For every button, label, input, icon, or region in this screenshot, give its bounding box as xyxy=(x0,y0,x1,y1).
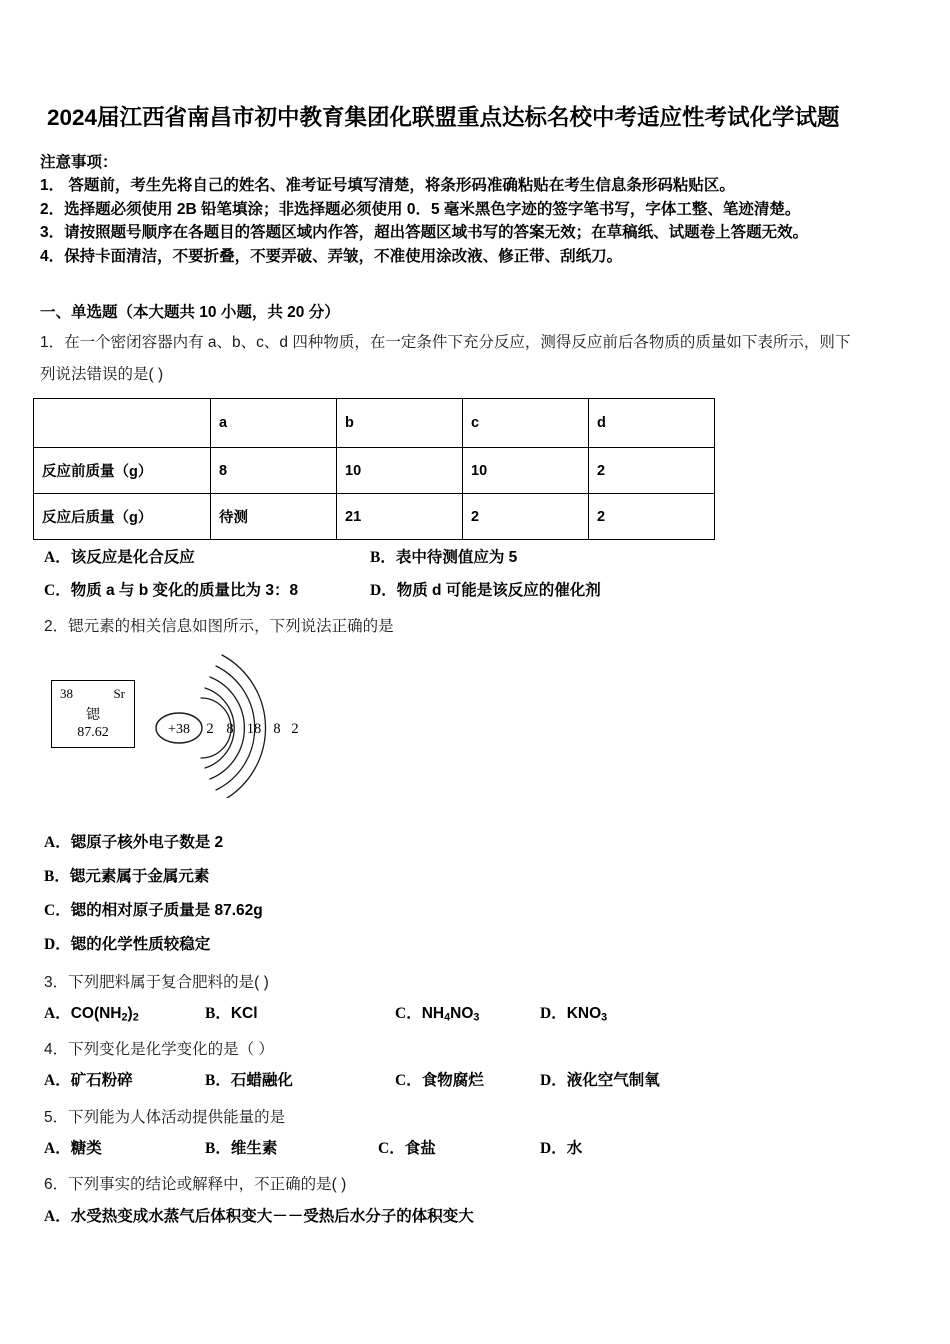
question-4-option-c-text: 食物腐烂 xyxy=(421,1072,484,1089)
question-2-option-b[interactable] xyxy=(44,864,209,886)
question-3-option-b-label: B． xyxy=(205,1005,231,1022)
question-6-option-a[interactable] xyxy=(44,1204,474,1226)
question-4-option-b-text: 石蜡融化 xyxy=(230,1072,293,1089)
notice-item-4: 4．保持卡面清洁，不要折叠，不要弄破、弄皱，不准使用涂改液、修正带、刮纸刀。 xyxy=(40,247,623,265)
question-5-option-b[interactable] xyxy=(205,1136,277,1158)
question-6-stem: 6．下列事实的结论或解释中，不正确的是( ) xyxy=(44,1176,347,1193)
question-4-stem: 4．下列变化是化学变化的是（ ） xyxy=(44,1041,274,1058)
question-1-stem-line-1: 1．在一个密闭容器内有 a、b、c、d 四种物质，在一定条件下充分反应，测得反应前后各物质的质量如下表所示，则下 xyxy=(40,334,851,351)
element-chinese-name: 锶 xyxy=(86,706,100,722)
question-2-option-b-label: B． xyxy=(44,868,70,885)
question-3-option-d[interactable] xyxy=(540,1001,607,1023)
reaction-mass-table xyxy=(33,398,715,540)
cell-before-a: 8 xyxy=(211,448,337,494)
question-5-stem: 5．下列能为人体活动提供能量的是 xyxy=(44,1109,286,1126)
question-5-option-d[interactable] xyxy=(540,1136,582,1158)
question-2-option-b-text: 锶元素属于金属元素 xyxy=(69,868,210,885)
table-row xyxy=(34,494,715,540)
question-1-option-c-label: C． xyxy=(44,582,71,599)
question-3-option-a-label: A． xyxy=(44,1005,71,1022)
table-corner-cell xyxy=(34,399,211,448)
question-1-option-b-label: B． xyxy=(370,549,396,566)
shell-count-4: 8 xyxy=(273,721,281,737)
question-2-option-a-label: A． xyxy=(44,834,71,851)
question-5-option-d-label: D． xyxy=(540,1140,567,1157)
notice-item-3: 3．请按照题号顺序在各题目的答题区域内作答，超出答题区域书写的答案无效；在草稿纸、试题卷上答题无效。 xyxy=(40,224,809,241)
question-4-option-d[interactable] xyxy=(540,1068,660,1090)
question-1-option-d-label: D． xyxy=(370,582,397,599)
cell-before-d: 2 xyxy=(589,448,715,494)
table-header-row xyxy=(34,399,715,448)
table-header-b: b xyxy=(337,399,463,448)
table-row xyxy=(34,448,715,494)
question-4-option-b-label: B． xyxy=(205,1072,231,1089)
question-1-option-a-text: 该反应是化合反应 xyxy=(70,549,195,566)
question-1-option-b-text: 表中待测值应为 5 xyxy=(395,549,518,566)
cell-after-d: 2 xyxy=(589,494,715,540)
question-3-option-c-label: C． xyxy=(395,1005,422,1022)
shell-count-1: 2 xyxy=(206,721,214,737)
cell-before-c: 10 xyxy=(463,448,589,494)
question-2-option-c-text: 锶的相对原子质量是 87.62g xyxy=(70,902,263,919)
notice-item-2: 2．选择题必须使用 2B 铅笔填涂；非选择题必须使用 0．5 毫米黑色字迹的签字笔书写，字体工整、笔迹清楚。 xyxy=(40,200,801,218)
question-5-option-a[interactable] xyxy=(44,1136,102,1158)
question-2-option-d-text: 锶的化学性质较稳定 xyxy=(70,936,211,953)
question-2-option-d[interactable] xyxy=(44,932,210,954)
question-1-stem-line-2: 列说法错误的是( ) xyxy=(40,366,164,383)
question-6-option-a-label: A． xyxy=(44,1208,71,1225)
element-info-box xyxy=(51,680,135,748)
row-label-after: 反应后质量（g） xyxy=(34,494,211,540)
question-5-option-c-label: C． xyxy=(378,1140,405,1157)
question-6-option-a-text: 水受热变成水蒸气后体积变大－－受热后水分子的体积变大 xyxy=(70,1208,474,1225)
question-5-option-c-text: 食盐 xyxy=(404,1140,436,1157)
table-header-d: d xyxy=(589,399,715,448)
shell-count-2: 8 xyxy=(226,721,234,737)
element-symbol: Sr xyxy=(113,686,125,701)
question-2-option-c-label: C． xyxy=(44,902,71,919)
question-1-option-c[interactable] xyxy=(44,578,298,600)
cell-after-c: 2 xyxy=(463,494,589,540)
question-1-option-b[interactable] xyxy=(370,545,517,567)
question-3-option-a[interactable] xyxy=(44,1001,139,1023)
question-5-option-a-label: A． xyxy=(44,1140,71,1157)
question-2-stem: 2．锶元素的相关信息如图所示，下列说法正确的是 xyxy=(44,618,394,635)
question-1-option-a[interactable] xyxy=(44,545,195,567)
table-header-a: a xyxy=(211,399,337,448)
table-header-c: c xyxy=(463,399,589,448)
row-label-before: 反应前质量（g） xyxy=(34,448,211,494)
cell-before-b: 10 xyxy=(337,448,463,494)
question-3-option-a-text: $CO(NH_2)_2$ xyxy=(70,1005,139,1024)
question-4-option-a-label: A． xyxy=(44,1072,71,1089)
question-3-option-b-text: KCl xyxy=(230,1005,258,1022)
question-5-option-d-text: 水 xyxy=(566,1140,583,1157)
question-5-option-b-text: 维生素 xyxy=(230,1140,278,1157)
question-5-option-b-label: B． xyxy=(205,1140,231,1157)
shell-count-3: 18 xyxy=(246,721,262,737)
cell-after-b: 21 xyxy=(337,494,463,540)
question-3-option-b[interactable] xyxy=(205,1001,258,1023)
question-3-stem: 3．下列肥料属于复合肥料的是( ) xyxy=(44,974,269,991)
atom-shell-diagram-icon xyxy=(155,648,345,798)
question-2-option-c[interactable] xyxy=(44,898,263,920)
question-2-option-a[interactable] xyxy=(44,830,223,852)
question-4-option-d-text: 液化空气制氧 xyxy=(566,1072,660,1089)
question-4-option-d-label: D． xyxy=(540,1072,567,1089)
question-4-option-a-text: 矿石粉碎 xyxy=(70,1072,133,1089)
nucleus-charge-label: +38 xyxy=(168,722,190,737)
page-title: 2024届江西省南昌市初中教育集团化联盟重点达标名校中考适应性考试化学试题 xyxy=(47,105,840,130)
question-3-option-d-text: $KNO_3$ xyxy=(566,1005,608,1024)
notice-heading: 注意事项： xyxy=(40,154,118,171)
notice-block xyxy=(40,152,920,268)
notice-item-1: 1． 答题前，考生先将自己的姓名、准考证号填写清楚，将条形码准确粘贴在考生信息条形码粘贴区。 xyxy=(40,177,735,194)
question-4-option-c[interactable] xyxy=(395,1068,484,1090)
question-3-option-c-text: $NH_4NO_3$ xyxy=(421,1005,480,1024)
question-5-option-c[interactable] xyxy=(378,1136,436,1158)
question-1-option-d[interactable] xyxy=(370,578,601,600)
question-4-option-c-label: C． xyxy=(395,1072,422,1089)
question-4-option-b[interactable] xyxy=(205,1068,293,1090)
strontium-element-figure xyxy=(45,648,345,798)
element-atomic-mass: 87.62 xyxy=(77,725,109,740)
cell-after-a: 待测 xyxy=(211,494,337,540)
question-4-option-a[interactable] xyxy=(44,1068,133,1090)
question-5-option-a-text: 糖类 xyxy=(70,1140,102,1157)
question-1-option-a-label: A． xyxy=(44,549,71,566)
element-atomic-number: 38 xyxy=(60,686,73,701)
shell-count-5: 2 xyxy=(291,721,299,737)
question-2-option-d-label: D． xyxy=(44,936,71,953)
question-1-option-c-text: 物质 a 与 b 变化的质量比为 3：8 xyxy=(70,582,299,599)
question-3-option-c[interactable] xyxy=(395,1001,479,1023)
question-2-option-a-text: 锶原子核外电子数是 2 xyxy=(70,834,224,851)
question-1-option-d-text: 物质 d 可能是该反应的催化剂 xyxy=(396,582,601,599)
question-3-option-d-label: D． xyxy=(540,1005,567,1022)
section-heading: 一、单选题（本大题共 10 小题，共 20 分） xyxy=(40,304,340,321)
